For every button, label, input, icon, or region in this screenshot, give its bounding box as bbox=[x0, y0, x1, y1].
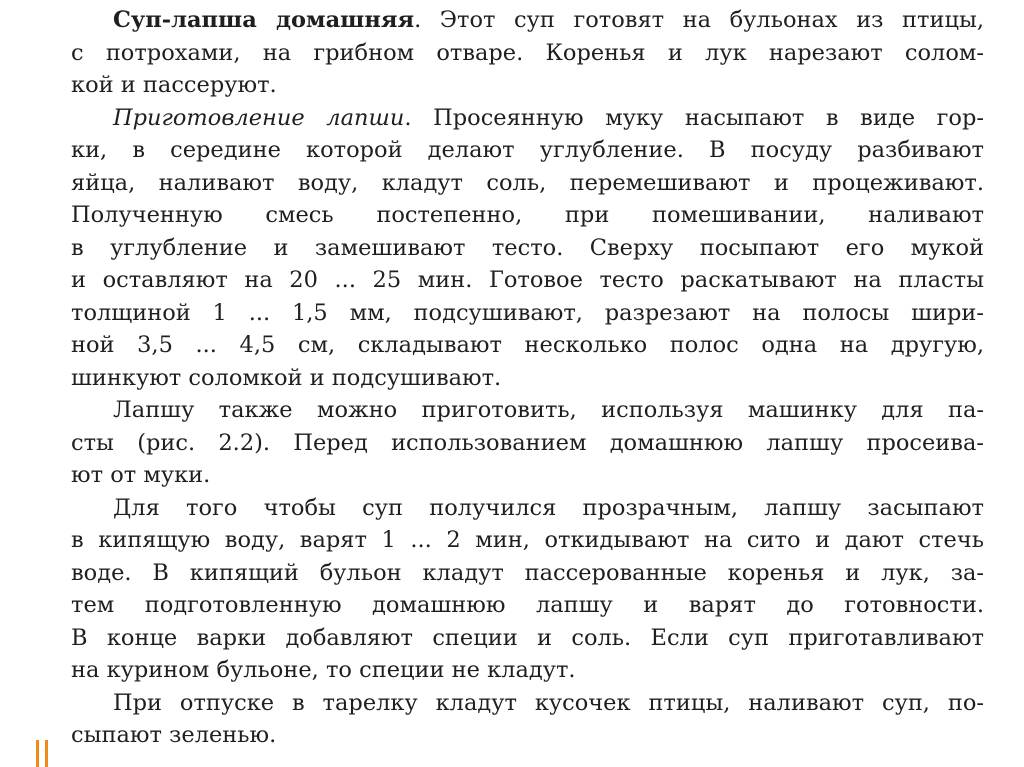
paragraph bbox=[71, 4, 984, 102]
text-line: ют от муки. bbox=[71, 462, 211, 488]
text-line: воде. В кипящий бульон кладут пассерованные коренья и лук, за- bbox=[71, 559, 984, 586]
paragraph bbox=[71, 492, 984, 687]
text-line: с потрохами, на грибном отваре. Коренья и лук нарезают солом- bbox=[71, 39, 984, 66]
paragraph bbox=[71, 102, 984, 395]
text-line bbox=[71, 4, 984, 37]
text-line: Лапшу также можно приготовить, используя машинку для па- bbox=[113, 397, 984, 423]
paragraph bbox=[71, 687, 984, 752]
edge-mark bbox=[36, 740, 39, 767]
text-line: В конце варки добавляют специи и соль. Если суп приготавливают bbox=[71, 624, 984, 651]
subheading-term: Приготовление лапши bbox=[113, 104, 405, 131]
text-line: тем подготовленную домашнюю лапшу и варят до готовности. bbox=[71, 592, 984, 618]
text-line: и оставляют на 20 ... 25 мин. Готовое тесто раскатывают на пласты bbox=[71, 267, 984, 293]
text-line: в кипящую воду, варят 1 ... 2 мин, откидывают на сито и дают стечь bbox=[71, 527, 984, 553]
edge-mark bbox=[45, 740, 48, 767]
text-line: кой и пассеруют. bbox=[71, 72, 277, 98]
text-line: ной 3,5 ... 4,5 см, складывают несколько полос одна на другую, bbox=[71, 332, 984, 358]
text-line: сты (рис. 2.2). Перед использованием домашнюю лапшу просеива- bbox=[71, 429, 984, 456]
document-page bbox=[71, 4, 984, 752]
text-line: на курином бульоне, то специи не кладут. bbox=[71, 657, 576, 683]
heading-term: Суп-лапша домашняя bbox=[113, 7, 415, 33]
paragraph bbox=[71, 394, 984, 492]
text-line: При отпуске в тарелку кладут кусочек птицы, наливают суп, по- bbox=[113, 689, 984, 716]
text-line: Для того чтобы суп получился прозрачным, лапшу засыпают bbox=[113, 494, 984, 521]
text-line: шинкуют соломкой и подсушивают. bbox=[71, 364, 502, 391]
text-line: сыпают зеленью. bbox=[71, 722, 277, 748]
page-edge-marks bbox=[36, 740, 50, 767]
text-line: ки, в середине которой делают углубление. В посуду разбивают bbox=[71, 137, 984, 163]
line-text: . Этот суп готовят на бульонах из птицы, bbox=[414, 7, 984, 33]
line-text: . Просеянную муку насыпают в виде гор- bbox=[404, 104, 984, 131]
text-line bbox=[71, 102, 984, 135]
text-line: яйца, наливают воду, кладут соль, перемешивают и процеживают. bbox=[71, 169, 984, 196]
text-line: толщиной 1 ... 1,5 мм, подсушивают, разрезают на полосы шири- bbox=[71, 299, 984, 326]
text-line: Полученную смесь постепенно, при помешивании, наливают bbox=[71, 202, 984, 228]
text-line: в углубление и замешивают тесто. Сверху посыпают его мукой bbox=[71, 234, 984, 261]
